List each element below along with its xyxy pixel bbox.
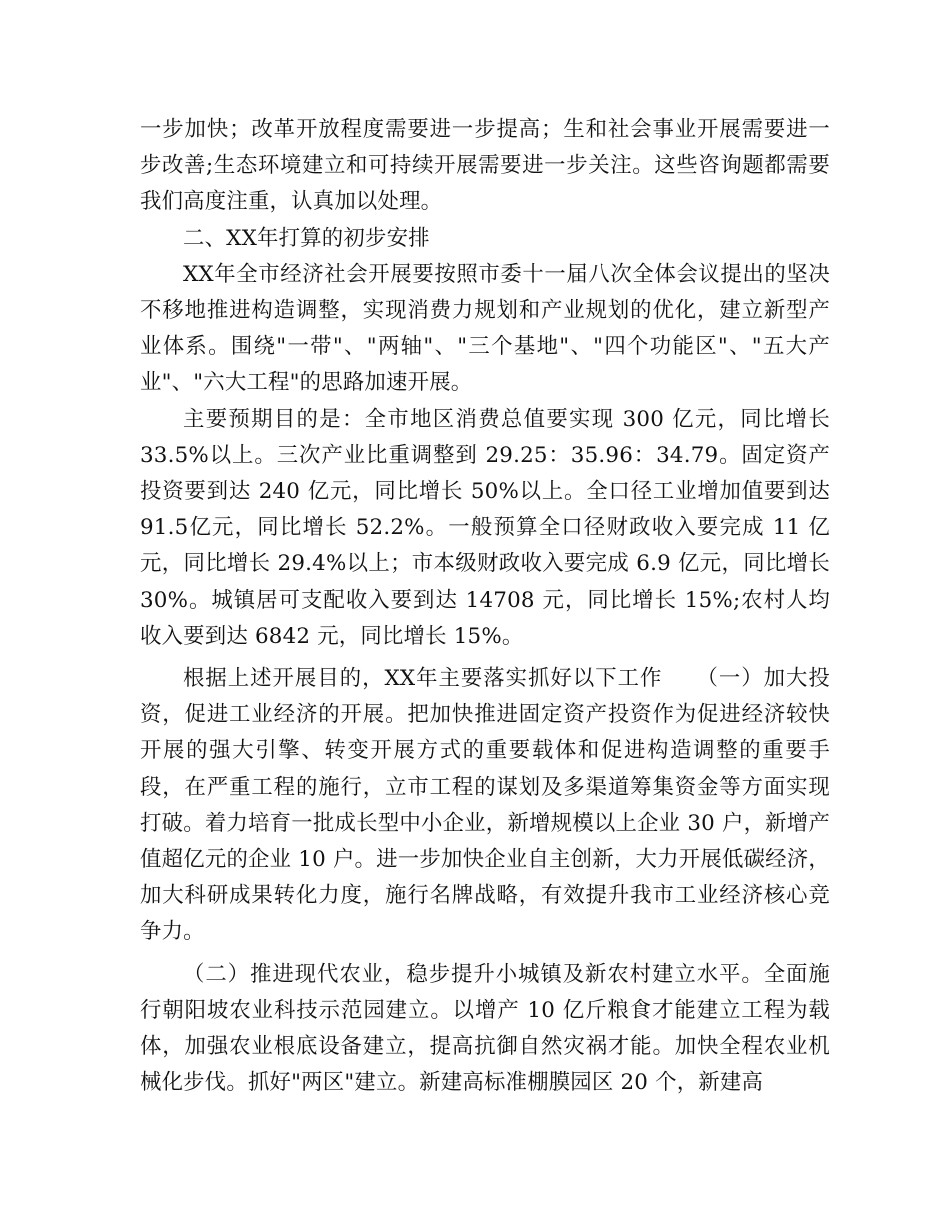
paragraph-continued: 一步加快；改革开放程度需要进一步提高；生和社会事业开展需要进一步改善;生态环境建立和可持续开展需要进一步关注。这些咨询题都需要我们高度注重，认真加以处理。 bbox=[140, 117, 830, 215]
paragraph: XX年全市经济社会开展要按照市委十一届八次全体会议提出的坚决不移地推进构造调整，实现消费力规划和产业规划的优化，建立新型产业体系。围绕"一带"、"两轴"、"三个基地"、"四个功能区"、"五大产业"、"六大工程"的思路加速开展。 bbox=[140, 261, 830, 396]
paragraph: 根据上述开展目的，XX年主要落实抓好以下工作 （一）加大投资，促进工业经济的开展。把加快推进固定资产投资作为促进经济较快开展的强大引擎、转变开展方式的重要载体和促进构造调整的重要手段，在严重工程的施行，立市工程的谋划及多渠道筹集资金等方面实现打破。着力培育一批成长型中小企业，新增规模以上企业 30 户，新增产值超亿元的企业 10 户。进一步加快企业自主创新，大力开展低碳经济，加大科研成果转化力度，施行名牌战略，有效提升我市工业经济核心竞争力。 bbox=[140, 666, 830, 945]
section-heading: 二、XX年打算的初步安排 bbox=[183, 225, 430, 251]
document-body bbox=[140, 112, 830, 1101]
paragraph: 主要预期目的是：全市地区消费总值要实现 300 亿元，同比增长 33.5%以上。三次产业比重调整到 29.25：35.96：34.79。固定资产投资要到达 240 亿元，同比增长 50%以上。全口径工业增加值要到达 91.5亿元，同比增长 52.2%。一般预算全口径财政收入要完成 11 亿元，同比增长 29.4%以上；市本级财政收入要完成 6.9 亿元，同比增长 30%。城镇居可支配收入要到达 14708 元，同比增长 15%;农村人均收入要到达 6842 元，同比增长 15%。 bbox=[140, 406, 830, 649]
paragraph: （二）推进现代农业，稳步提升小城镇及新农村建立水平。全面施行朝阳坡农业科技示范园建立。以增产 10 亿斤粮食才能建立工程为载体，加强农业根底设备建立，提高抗御自然灾祸才能。加快全程农业机械化步伐。抓好"两区"建立。新建高标准棚膜园区 20 个，新建高 bbox=[140, 961, 830, 1096]
